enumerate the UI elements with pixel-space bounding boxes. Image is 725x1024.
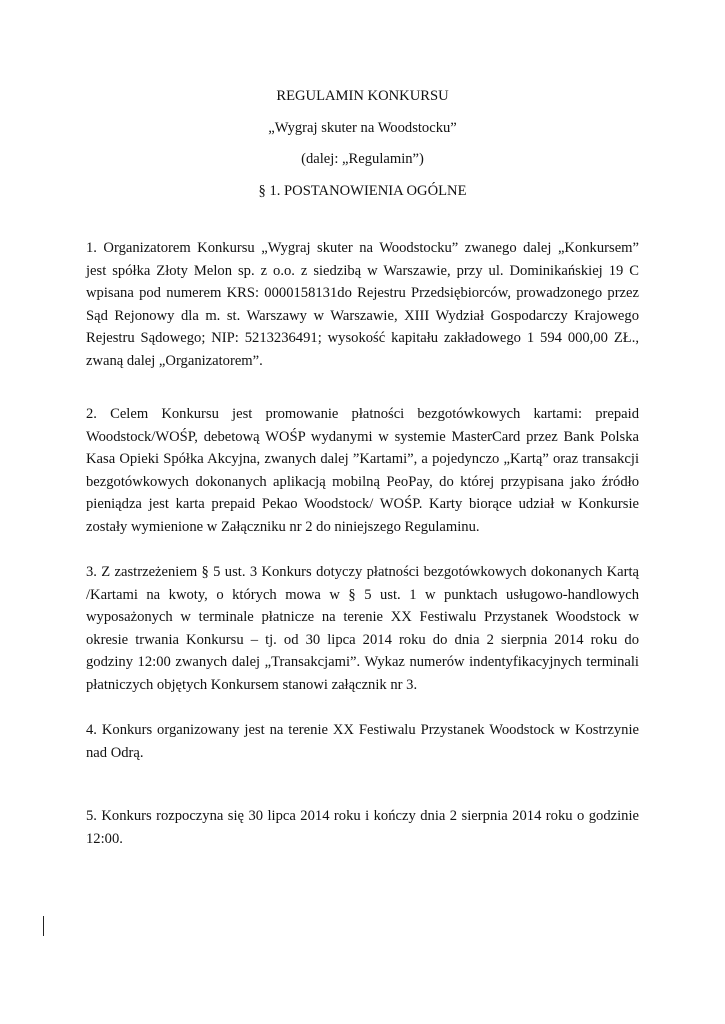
document-subtitle: „Wygraj skuter na Woodstocku” (268, 120, 457, 136)
paragraph-line: Woodstock/WOŚP, debetową WOŚP wydanymi w systemie MasterCard przez Bank Polska (86, 428, 639, 445)
paragraph-line: bezgotówkowych dokonanych aplikacją mobilną PeoPay, do której przypisana jako źródło (86, 473, 639, 490)
paragraph-line: jest spółka Złoty Melon sp. z o.o. z siedzibą w Warszawie, przy ul. Dominikańskiej 19 C (86, 262, 639, 279)
paragraph-line: godziny 12:00 zwanych dalej „Transakcjami”. Wykaz numerów indentyfikacyjnych terminali (86, 654, 639, 671)
paragraph-line: zwaną dalej „Organizatorem”. (86, 352, 263, 369)
section-heading: § 1. POSTANOWIENIA OGÓLNE (258, 183, 467, 199)
paragraph-line: Sąd Rejonowy dla m. st. Warszawy w Warszawie, XIII Wydział Gospodarczy Krajowego (86, 307, 639, 324)
text-cursor-mark (43, 916, 44, 936)
paragraph-3 (86, 561, 639, 697)
paragraph-line: 4. Konkurs organizowany jest na terenie XX Festiwalu Przystanek Woodstock w Kostrzynie (86, 722, 639, 738)
paragraph-line: okresie trwania Konkursu – tj. od 30 lipca 2014 roku do dnia 2 sierpnia 2014 roku do (86, 631, 639, 648)
paragraph-line: płatniczych objętych Konkursem stanowi załącznik nr 3. (86, 676, 418, 693)
paragraph-2 (86, 403, 639, 539)
document-alias: (dalej: „Regulamin”) (301, 151, 424, 167)
document-title: REGULAMIN KONKURSU (276, 88, 449, 104)
paragraph-line: zostały wymienione w Załączniku nr 2 do niniejszego Regulaminu. (86, 518, 480, 535)
paragraph-line: Kasa Opieki Spółka Akcyjna, zwanych dalej ”Kartami”, a pojedynczo „Kartą” oraz transakcji (86, 451, 639, 468)
paragraph-line: nad Odrą. (86, 744, 144, 761)
paragraph-line: 3. Z zastrzeżeniem § 5 ust. 3 Konkurs dotyczy płatności bezgotówkowych dokonanych Kartą (86, 564, 639, 580)
paragraph-line: 12:00. (86, 830, 123, 847)
paragraph-line: pieniądza jest karta prepaid Pekao Woodstock/ WOŚP. Karty biorące udział w Konkursie (86, 496, 639, 513)
paragraph-line: wpisana pod numerem KRS: 0000158131do Rejestru Przedsiębiorców, prowadzonego przez (86, 285, 639, 302)
paragraph-1 (86, 237, 639, 373)
paragraph-5 (86, 805, 639, 850)
paragraph-4 (86, 719, 639, 764)
paragraph-line: 2. Celem Konkursu jest promowanie płatności bezgotówkowych kartami: prepaid (86, 406, 639, 422)
paragraph-line: 5. Konkurs rozpoczyna się 30 lipca 2014 roku i kończy dnia 2 sierpnia 2014 roku o godzinie (86, 808, 639, 824)
paragraph-line: 1. Organizatorem Konkursu „Wygraj skuter na Woodstocku” zwanego dalej „Konkursem” (86, 240, 639, 256)
paragraph-line: Rejestru Sądowego; NIP: 5213236491; wysokość kapitału zakładowego 1 594 000,00 ZŁ., (86, 330, 639, 347)
paragraph-line: /Kartami na kwoty, o których mowa w § 5 ust. 1 w punktach usługowo-handlowych (86, 586, 639, 603)
paragraph-line: wyposażonych w terminale płatnicze na terenie XX Festiwalu Przystanek Woodstock w (86, 609, 639, 626)
